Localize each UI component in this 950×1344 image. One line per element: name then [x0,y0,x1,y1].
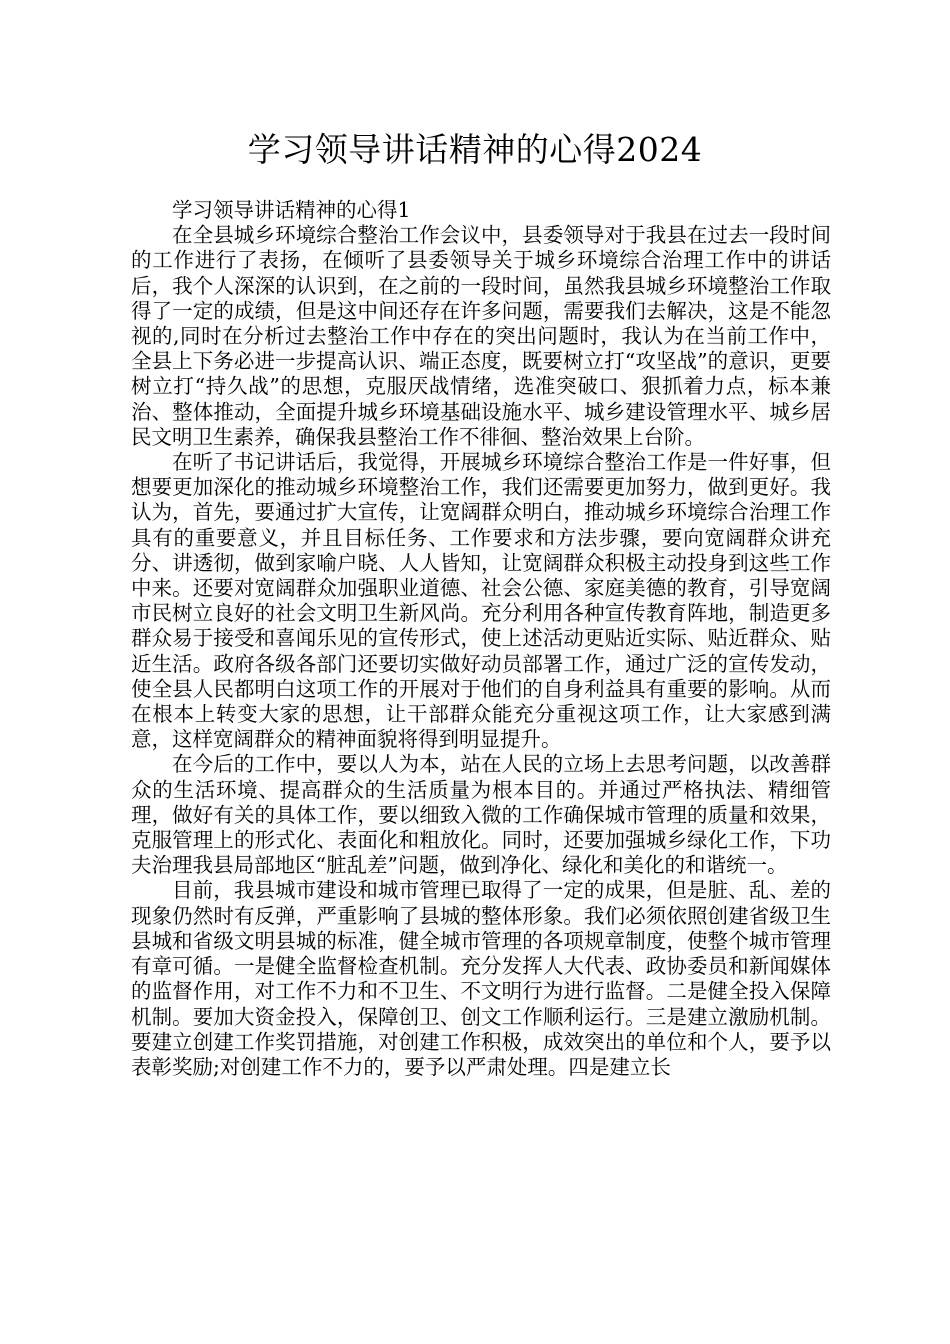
paragraph-4: 目前，我县城市建设和城市管理已取得了一定的成果，但是脏、乱、差的现象仍然时有反弹，严重影响了县城的整体形象。我们必须依照创建省级卫生县城和省级文明县城的标准，健全城市管理的各项规章制度，使整个城市管理有章可循。一是健全监督检查机制。充分发挥人大代表、政协委员和新闻媒体的监督作用，对工作不力和不卫生、不文明行为进行监督。二是健全投入保障机制。要加大资金投入，保障创卫、创文工作顺利运行。三是建立激励机制。要建立创建工作奖罚措施，对创建工作积极，成效突出的单位和个人，要予以表彰奖励;对创建工作不力的，要予以严肃处理。四是建立长 [131,878,831,1079]
document-title: 学习领导讲话精神的心得2024 [247,130,703,169]
section-heading: 学习领导讲话精神的心得1 [172,198,411,222]
document-body [131,198,831,1080]
paragraph-1: 在全县城乡环境综合整治工作会议中，县委领导对于我县在过去一段时间的工作进行了表扬，在倾听了县委领导关于城乡环境综合治理工作中的讲话后，我个人深深的认识到，在之前的一段时间，虽然我县城乡环境整治工作取得了一定的成绩，但是这中间还存在许多问题，需要我们去解决，这是不能忽视的,同时在分析过去整治工作中存在的突出问题时，我认为在当前工作中，全县上下务必进一步提高认识、端正态度，既要树立打“攻坚战”的意识，更要树立打“持久战”的思想，克服厌战情绪，选准突破口、狠抓着力点，标本兼治、整体推动，全面提升城乡环境基础设施水平、城乡建设管理水平、城乡居民文明卫生素养，确保我县整治工作不徘徊、整治效果上台阶。 [131,223,831,449]
paragraph-3: 在今后的工作中，要以人为本，站在人民的立场上去思考问题，以改善群众的生活环境、提高群众的生活质量为根本目的。并通过严格执法、精细管理，做好有关的具体工作，要以细致入微的工作确保城市管理的质量和效果，克服管理上的形式化、表面化和粗放化。同时，还要加强城乡绿化工作，下功夫治理我县局部地区“脏乱差”问题，做到净化、绿化和美化的和谐统一。 [131,752,831,878]
paragraph-2: 在听了书记讲话后，我觉得，开展城乡环境综合整治工作是一件好事，但想要更加深化的推动城乡环境整治工作，我们还需要更加努力，做到更好。我认为，首先，要通过扩大宣传，让宽阔群众明白，推动城乡环境综合治理工作具有的重要意义，并且目标任务、工作要求和方法步骤，要向宽阔群众讲充分、讲透彻，做到家喻户晓、人人皆知，让宽阔群众积极主动投身到这些工作中来。还要对宽阔群众加强职业道德、社会公德、家庭美德的教育，引导宽阔市民树立良好的社会文明卫生新风尚。充分利用各种宣传教育阵地，制造更多群众易于接受和喜闻乐见的宣传形式，使上述活动更贴近实际、贴近群众、贴近生活。政府各级各部门还要切实做好动员部署工作，通过广泛的宣传发动，使全县人民都明白这项工作的开展对于他们的自身利益具有重要的影响。从而在根本上转变大家的思想，让干部群众能充分重视这项工作，让大家感到满意，这样宽阔群众的精神面貌将得到明显提升。 [131,450,831,752]
